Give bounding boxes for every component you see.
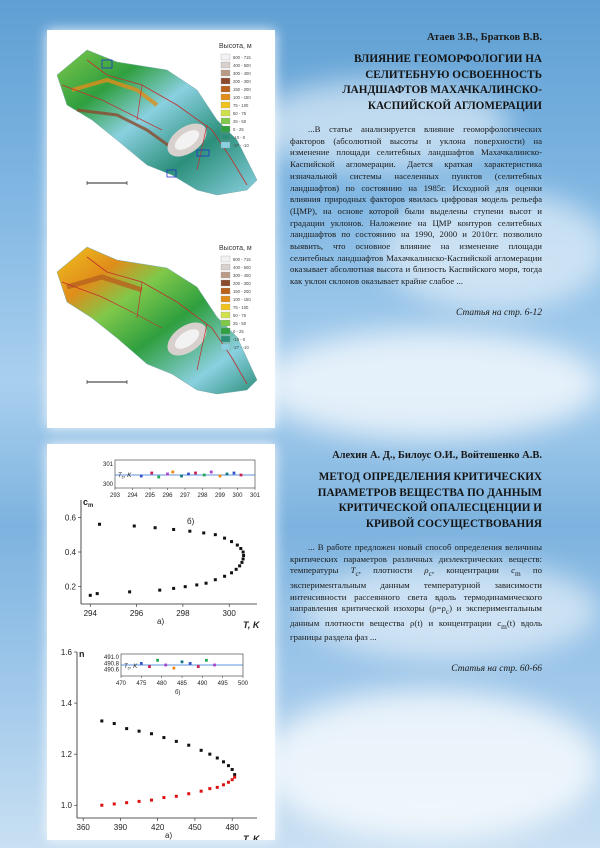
legend-swatch [221, 312, 230, 318]
data-point [240, 561, 243, 564]
inset-data-point [156, 659, 159, 662]
legend-label: -10 - 0 [233, 337, 246, 342]
inset-data-point [166, 473, 169, 476]
data-point [214, 533, 217, 536]
data-point [205, 582, 208, 585]
article1-abstract-text: ...В статье анализируется влияние геоморфологических факторов (абсолютной высоты и уклона поверхности) на изменение площади селитебных ландшафтов Махачкалинско-Каспийской агломерации. Дается краткая характеристика изначальной системы населенных пунктов (селитебных ландшафтов) по состоянию на 1985г. Исходной для оценки влияния природных факторов явилась цифровая модель рельефа (ЦМР), на основе которой были выделены ступени высот и градации уклонов. Наложение на ЦМР контуров селитебных ландшафтов по состоянию на 1990, 2000 и 2010гг. позволило выявить, что основное влияние на изменение площади селитебных ландшафтов Махачкалинско-Каспийской агломерации оказывает абсолютная высота и близость Каспийского моря, тогда как уклон склонов оказывает крайне слабое ... [290, 124, 542, 287]
data-point [187, 744, 190, 747]
inset-data-point [194, 472, 197, 475]
x-tick-label: 450 [188, 823, 202, 832]
cloud [260, 690, 600, 840]
inset-data-point [219, 475, 222, 478]
y-axis-label: $c_m$ [83, 497, 94, 509]
inset-data-point [203, 474, 206, 477]
data-point [188, 530, 191, 533]
y-tick-label: 1.6 [60, 648, 72, 657]
panel-label-a: а) [165, 831, 173, 840]
data-point [233, 776, 236, 779]
data-point [231, 768, 234, 771]
data-point [162, 796, 165, 799]
article2-abstract [290, 542, 542, 644]
data-point [138, 730, 141, 733]
inset-y-tick-label: 490.6 [103, 667, 119, 674]
data-point [125, 801, 128, 804]
data-point [195, 583, 198, 586]
x-tick-label: 420 [151, 823, 165, 832]
inset-data-point [210, 471, 213, 474]
inset-y-label: $T_c$, K [124, 664, 138, 671]
inset-x-tick-label: 293 [109, 493, 121, 499]
data-point [238, 564, 241, 567]
y-tick-label: 1.0 [60, 801, 72, 811]
inset-x-tick-label: 480 [156, 681, 167, 687]
data-point [150, 732, 153, 735]
article2-authors: Алехин А. Д., Билоус О.И., Войтешенко А.В. [332, 450, 542, 461]
inset-x-tick-label: 470 [115, 681, 127, 687]
legend-label: 100 - 150 [233, 297, 251, 302]
article1-text [290, 32, 542, 318]
chart-panel-bottom [47, 640, 275, 840]
data-point [200, 790, 203, 793]
legend-swatch [221, 118, 230, 124]
inset-y-tick-label: 491.0 [103, 655, 119, 662]
data-point [239, 547, 242, 550]
inset-data-point [140, 662, 143, 665]
inset-x-tick-label: 300 [232, 493, 243, 499]
data-point [113, 722, 116, 725]
data-point [231, 778, 234, 781]
legend-swatch [221, 304, 230, 310]
legend-label: 50 - 75 [233, 111, 247, 116]
inset-data-point [226, 473, 229, 476]
inset-data-point [213, 664, 216, 667]
x-tick-label: 294 [83, 609, 97, 618]
data-point [223, 575, 226, 578]
data-point [184, 585, 187, 588]
elevation-map-2010 [47, 232, 275, 428]
map-panel-bottom [47, 232, 275, 428]
legend-swatch [221, 102, 230, 108]
panel-label-a: а) [157, 617, 165, 626]
x-tick-label: 480 [225, 823, 239, 832]
article2-page-ref[interactable]: Статья на стр. 60-66 [451, 663, 542, 674]
legend-swatch [221, 78, 230, 84]
x-tick-label: 390 [113, 823, 128, 832]
inset-data-point [140, 475, 143, 478]
inset-x-tick-label: 297 [179, 493, 191, 499]
data-point [236, 544, 239, 547]
data-point [222, 783, 225, 786]
legend-label: 75 - 100 [233, 103, 249, 108]
chart-n-vs-T [47, 640, 275, 840]
data-point [235, 568, 238, 571]
inset-data-point [205, 659, 208, 662]
inset-data-point [148, 665, 151, 668]
data-point [154, 526, 157, 529]
data-point [216, 756, 219, 759]
data-point [233, 773, 236, 776]
article1-authors: Атаев З.В., Братков В.В. [427, 32, 542, 43]
chart-cm-vs-T [47, 444, 275, 640]
inset-data-point [171, 471, 174, 474]
cloud [260, 330, 600, 440]
data-point [227, 781, 230, 784]
inset-x-tick-label: 301 [249, 493, 261, 499]
legend-label: 300 - 400 [233, 71, 251, 76]
legend-label: -27 - -10 [233, 345, 249, 350]
inset-data-point [164, 664, 167, 667]
legend-title: Высота, м [219, 43, 252, 50]
legend-swatch [221, 280, 230, 286]
map-panel-top [47, 30, 275, 232]
data-point [175, 740, 178, 743]
panel-label-b: б) [187, 517, 195, 526]
data-point [242, 551, 245, 554]
inset-x-tick-label: 485 [176, 681, 188, 687]
article1-abstract [290, 124, 542, 288]
legend-label: 400 - 500 [233, 265, 251, 270]
data-point [96, 592, 99, 595]
y-tick-label: 1.4 [60, 699, 72, 709]
panel-label-b: б) [175, 690, 181, 696]
legend-label: -27 - -10 [233, 143, 249, 148]
legend-swatch [221, 134, 230, 140]
y-tick-label: 0.4 [64, 548, 76, 557]
data-point [242, 554, 245, 557]
inset-x-tick-label: 500 [237, 681, 249, 687]
data-point [100, 719, 103, 722]
x-axis-label: T, K [243, 834, 260, 840]
legend-label: 200 - 300 [233, 79, 251, 84]
x-tick-label: 300 [222, 609, 236, 618]
legend-swatch [221, 110, 230, 116]
y-tick-label: 0.6 [64, 513, 76, 523]
inset-x-tick-label: 298 [197, 493, 208, 499]
x-tick-label: 298 [176, 609, 190, 618]
legend-swatch [221, 256, 230, 262]
data-point [172, 587, 175, 590]
legend-label: 25 - 50 [233, 321, 247, 326]
article2-abstract-text: ... В работе предложен новый способ определения величины критических параметров различных диэлектрических веществ: температуры $T_c$, плотности $\rho_c$, концентрации $c_m$ по экспериментальным данным температурной зависимости интенсивности рассеянного света вдоль термодинамического направления критической изохоры $(\rho=\rho_c)$ и экспериментальным данным плотности вещества ρ(t) и концентрации $c_m(t)$ вдоль границы раздела фаз ... [290, 542, 542, 643]
y-axis-label: n [79, 649, 85, 659]
inset-data-point [157, 476, 160, 479]
legend-label: 500 - 715 [233, 257, 251, 262]
legend-label: 150 - 200 [233, 289, 251, 294]
data-point [227, 764, 230, 767]
inset-x-tick-label: 490 [197, 681, 208, 687]
inset-data-point [189, 662, 192, 665]
inset-y-label: $T_c$, K [118, 473, 132, 480]
data-point [128, 590, 131, 593]
legend-swatch [221, 296, 230, 302]
legend-label: 300 - 400 [233, 273, 251, 278]
legend-label: -10 - 0 [233, 135, 246, 140]
legend-label: 150 - 200 [233, 87, 251, 92]
data-point [162, 736, 165, 739]
inset-x-tick-label: 294 [127, 493, 138, 499]
data-point [138, 800, 141, 803]
data-point [200, 749, 203, 752]
legend-title: Высота, м [219, 245, 252, 252]
data-point [113, 802, 116, 805]
legend-swatch [221, 328, 230, 334]
inset-data-point [187, 473, 190, 476]
legend-swatch [221, 86, 230, 92]
inset-y-tick-label: 301 [102, 462, 113, 468]
legend-swatch [221, 288, 230, 294]
x-tick-label: 360 [76, 823, 90, 832]
data-point [100, 804, 103, 807]
legend-swatch [221, 62, 230, 68]
data-point [202, 531, 205, 534]
data-point [133, 525, 136, 528]
legend-label: 0 - 25 [233, 329, 244, 334]
inset-data-point [197, 665, 200, 668]
x-tick-label: 296 [129, 609, 144, 618]
article1-page-ref[interactable]: Статья на стр. 6-12 [455, 307, 542, 318]
data-point [172, 528, 175, 531]
elevation-map-1985 [47, 30, 275, 232]
data-point [223, 537, 226, 540]
legend-label: 25 - 50 [233, 119, 247, 124]
data-point [230, 540, 233, 543]
legend-swatch [221, 94, 230, 100]
article1-title[interactable]: ВЛИЯНИЕ ГЕОМОРФОЛОГИИ НА СЕЛИТЕБНУЮ ОСВОЕННОСТЬ ЛАНДШАФТОВ МАХАЧКАЛИНСКО-КАСПИЙСКОЙ АГЛОМЕРАЦИИ [342, 53, 542, 112]
inset-x-tick-label: 295 [144, 493, 156, 499]
legend-label: 100 - 150 [233, 95, 251, 100]
data-point [158, 589, 161, 592]
legend-swatch [221, 54, 230, 60]
legend-swatch [221, 320, 230, 326]
data-point [208, 753, 211, 756]
legend-label: 500 - 715 [233, 55, 251, 60]
legend-label: 0 - 25 [233, 127, 244, 132]
legend-swatch [221, 70, 230, 76]
chart-panel-top [47, 444, 275, 640]
legend-label: 75 - 100 [233, 305, 249, 310]
y-tick-label: 0.2 [64, 582, 76, 592]
article2-title[interactable]: МЕТОД ОПРЕДЕЛЕНИЯ КРИТИЧЕСКИХ ПАРАМЕТРОВ ВЕЩЕСТВА ПО ДАННЫМ КРИТИЧЕСКОЙ ОПАЛЕСЦЕНЦИИ И КРИВОЙ СОСУЩЕСТВОВАНИЯ [317, 471, 542, 530]
x-axis-label: T, K [243, 620, 260, 630]
legend-swatch [221, 344, 230, 350]
inset-x-tick-label: 495 [217, 681, 228, 687]
legend-swatch [221, 126, 230, 132]
data-point [98, 523, 101, 526]
data-point [175, 795, 178, 798]
inset-data-point [240, 474, 243, 477]
data-point [216, 786, 219, 789]
legend-label: 50 - 75 [233, 313, 247, 318]
data-point [222, 760, 225, 763]
inset-data-point [172, 667, 175, 670]
data-point [230, 571, 233, 574]
inset-data-point [150, 472, 153, 475]
data-point [150, 799, 153, 802]
inset-y-tick-label: 300 [102, 482, 113, 488]
inset-data-point [180, 475, 183, 478]
data-point [125, 727, 128, 730]
y-tick-label: 1.2 [60, 750, 72, 760]
legend-swatch [221, 264, 230, 270]
inset-x-tick-label: 475 [136, 681, 147, 687]
legend-swatch [221, 336, 230, 342]
data-point [187, 792, 190, 795]
data-point [214, 578, 217, 581]
legend-label: 200 - 300 [233, 281, 251, 286]
inset-y-tick-label: 490.8 [103, 661, 119, 668]
legend-label: 400 - 500 [233, 63, 251, 68]
inset-x-tick-label: 296 [162, 493, 173, 499]
inset-data-point [181, 660, 184, 663]
inset-x-tick-label: 299 [214, 493, 226, 499]
data-point [208, 787, 211, 790]
data-point [89, 594, 92, 597]
inset-data-point [233, 472, 236, 475]
legend-swatch [221, 272, 230, 278]
article2-text [290, 450, 542, 674]
legend-swatch [221, 142, 230, 148]
data-point [242, 557, 245, 560]
